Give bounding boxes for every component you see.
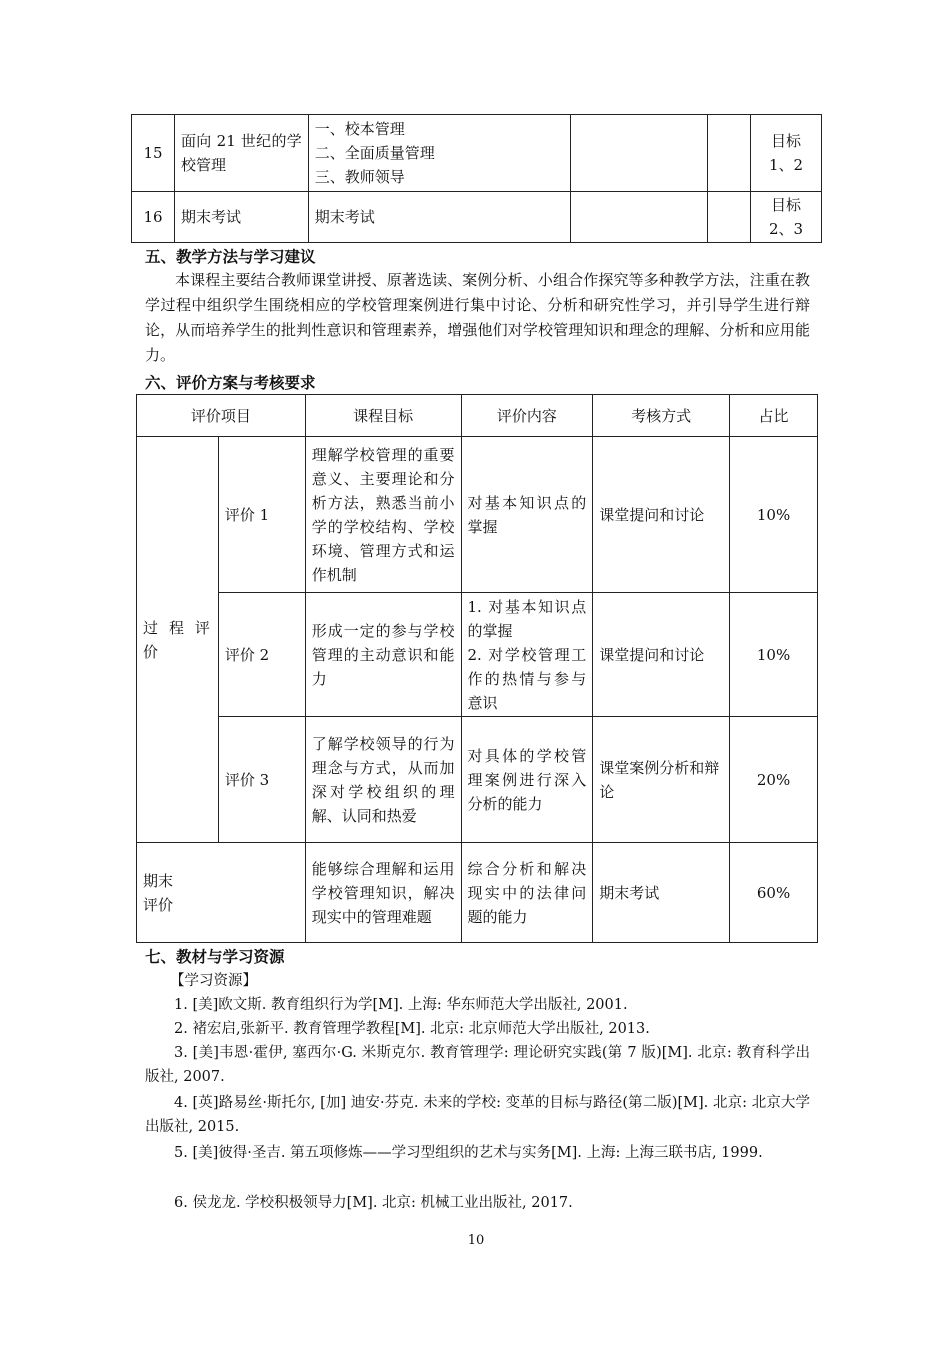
eval-method: 课堂提问和讨论 [593, 437, 730, 593]
empty-cell [571, 192, 708, 243]
eval-ratio: 20% [730, 717, 818, 843]
eval-ratio: 60% [730, 843, 818, 943]
evaluation-table [136, 394, 818, 943]
empty-cell [708, 192, 751, 243]
section-heading: 六、评价方案与考核要求 [145, 373, 316, 392]
table-header-row [137, 395, 818, 437]
eval-content: 对基本知识点的掌握 [461, 437, 593, 593]
reference-item: 6. 侯龙龙. 学校积极领导力[M]. 北京: 机械工业出版社, 2017. [174, 1195, 573, 1211]
eval-goal: 能够综合理解和运用学校管理知识，解决现实中的管理难题 [305, 843, 461, 943]
goal-cell: 目标 2、3 [751, 192, 822, 243]
content-cell: 一、校本管理 二、全面质量管理 三、教师领导 [308, 115, 571, 192]
eval-method: 课堂案例分析和辩论 [593, 717, 730, 843]
schedule-table [131, 114, 822, 243]
final-evaluation-label: 期末 评价 [137, 843, 306, 943]
header-cell: 考核方式 [593, 395, 730, 437]
eval-item: 评价 1 [218, 437, 305, 593]
eval-goal: 了解学校领导的行为理念与方式，从而加深对学校组织的理解、认同和热爱 [305, 717, 461, 843]
header-cell: 课程目标 [305, 395, 461, 437]
empty-cell [571, 115, 708, 192]
eval-content: 1. 对基本知识点的掌握 2. 对学校管理工作的热情与参与意识 [461, 593, 593, 717]
eval-ratio: 10% [730, 437, 818, 593]
week-number: 15 [132, 115, 175, 192]
reference-item: 2. 褚宏启,张新平. 教育管理学教程[M]. 北京: 北京师范大学出版社, 2013. [174, 1021, 650, 1037]
topic-cell: 期末考试 [174, 192, 308, 243]
reference-item: 4. [英]路易丝·斯托尔, [加] 迪安·芬克. 未来的学校: 变革的目标与路径(第二版)[M]. 北京: 北京大学出版社, 2015. [145, 1095, 810, 1135]
section-heading: 七、教材与学习资源 [145, 947, 285, 966]
table-row [137, 717, 818, 843]
eval-item: 评价 3 [218, 717, 305, 843]
eval-method: 期末考试 [593, 843, 730, 943]
subheading: 【学习资源】 [170, 973, 257, 989]
section-heading: 五、教学方法与学习建议 [145, 247, 316, 266]
eval-content: 对具体的学校管理案例进行深入分析的能力 [461, 717, 593, 843]
eval-goal: 理解学校管理的重要意义、主要理论和分析方法，熟悉当前小学的学校结构、学校环境、管理方式和运作机制 [305, 437, 461, 593]
eval-method: 课堂提问和讨论 [593, 593, 730, 717]
table-row [132, 192, 822, 243]
week-number: 16 [132, 192, 175, 243]
reference-item: 1. [美]欧文斯. 教育组织行为学[M]. 上海: 华东师范大学出版社, 2001. [174, 997, 628, 1013]
eval-content: 综合分析和解决现实中的法律问题的能力 [461, 843, 593, 943]
page-number: 10 [467, 1233, 485, 1248]
header-cell: 评价内容 [461, 395, 593, 437]
reference-item: 3. [美]韦恩·霍伊, 塞西尔·G. 米斯克尔. 教育管理学: 理论研究实践(第 7 版)[M]. 北京: 教育科学出版社, 2007. [145, 1045, 810, 1085]
table-row [132, 115, 822, 192]
table-row [137, 843, 818, 943]
content-cell: 期末考试 [308, 192, 571, 243]
eval-goal: 形成一定的参与学校管理的主动意识和能力 [305, 593, 461, 717]
eval-ratio: 10% [730, 593, 818, 717]
topic-cell: 面向 21 世纪的学校管理 [174, 115, 308, 192]
header-cell: 占比 [730, 395, 818, 437]
table-row [137, 593, 818, 717]
process-evaluation-label: 过 程 评 价 [137, 437, 219, 843]
empty-cell [708, 115, 751, 192]
section-paragraph: 本课程主要结合教师课堂讲授、原著选读、案例分析、小组合作探究等多种教学方法，注重在教学过程中组织学生围绕相应的学校管理案例进行集中讨论、分析和研究性学习，并引导学生进行辩论，从而培养学生的批判性意识和管理素养，增强他们对学校管理知识和理念的理解、分析和应用能力。 [145, 271, 810, 364]
eval-item: 评价 2 [218, 593, 305, 717]
reference-item: 5. [美]彼得·圣吉. 第五项修炼——学习型组织的艺术与实务[M]. 上海: 上海三联书店, 1999. [174, 1145, 763, 1161]
header-cell: 评价项目 [137, 395, 306, 437]
table-row [137, 437, 818, 593]
goal-cell: 目标 1、2 [751, 115, 822, 192]
